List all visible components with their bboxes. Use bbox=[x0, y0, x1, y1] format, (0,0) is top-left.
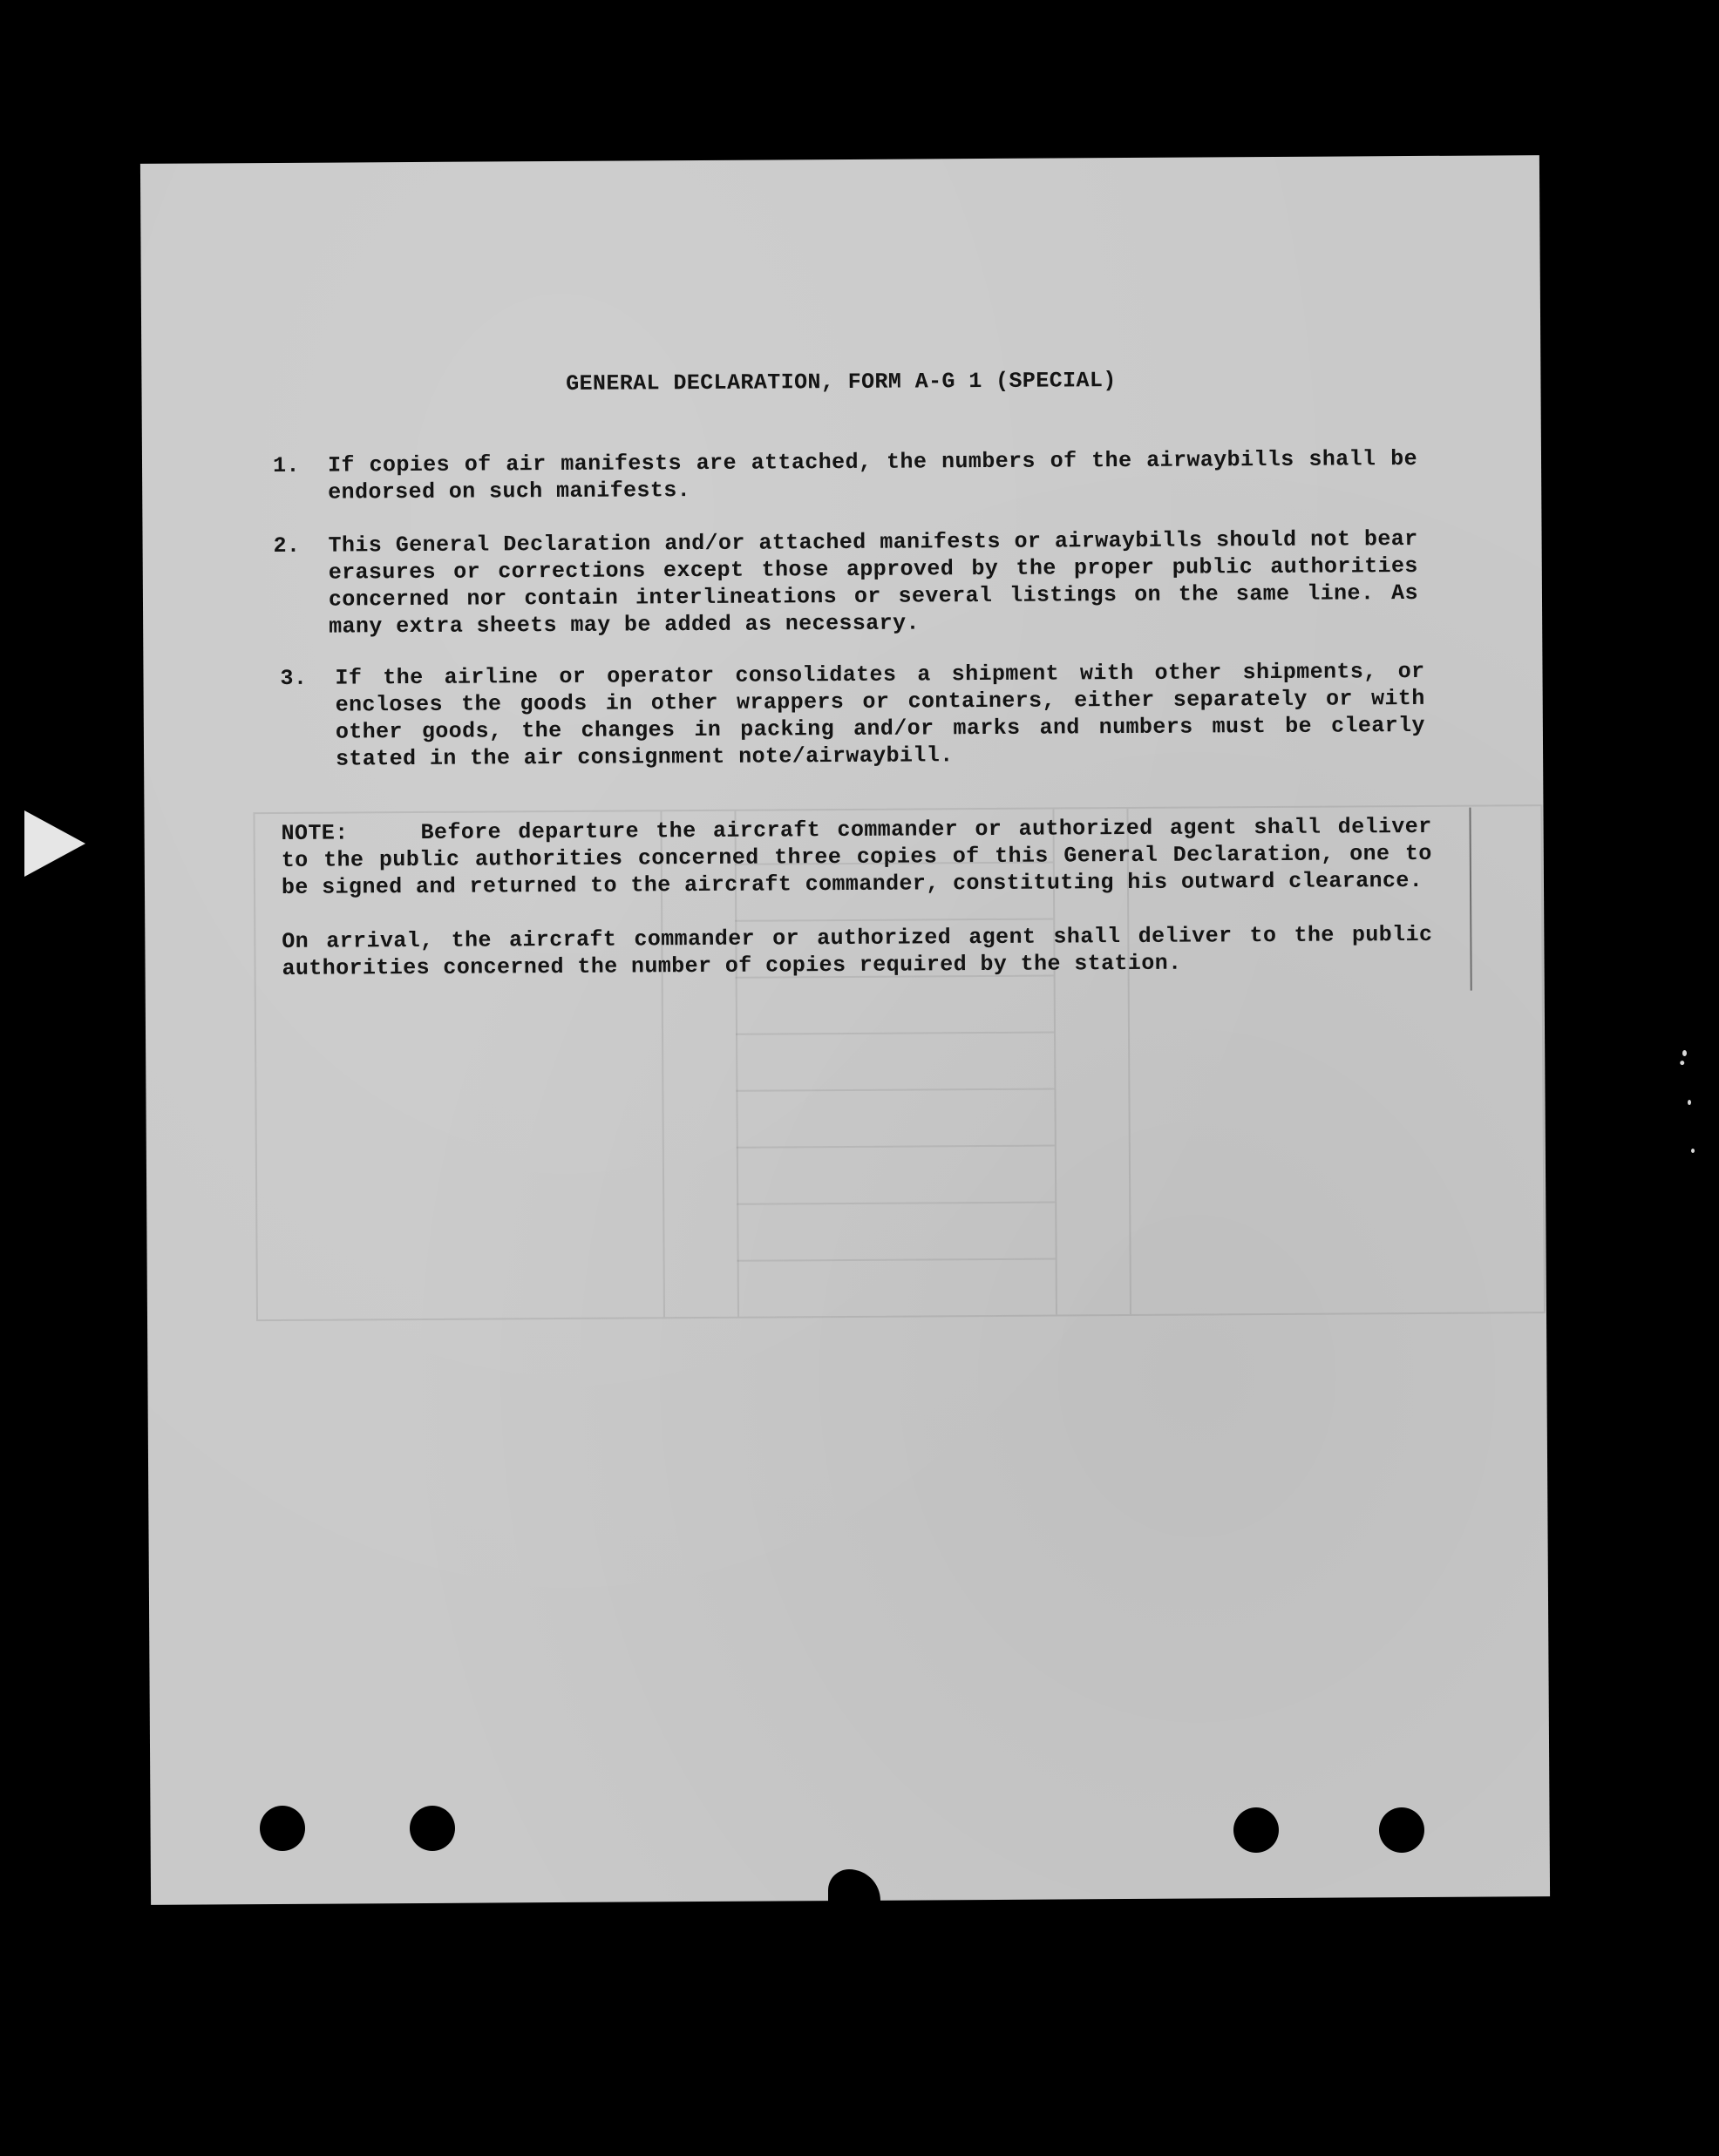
note-paragraph bbox=[282, 813, 1433, 901]
dust-speck bbox=[1688, 1100, 1691, 1105]
dust-speck bbox=[1680, 1061, 1684, 1065]
item-text: If copies of air manifests are attached, the numbers of the airwaybills shall be endorsed on such manifests. bbox=[327, 445, 1418, 505]
dust-speck bbox=[1691, 1149, 1695, 1153]
arrival-paragraph: On arrival, the aircraft commander or authorized agent shall deliver to the public authorities concerned the number of copies required by the station. bbox=[282, 921, 1433, 981]
page-title: GENERAL DECLARATION, FORM A-G 1 (SPECIAL) bbox=[566, 368, 1117, 397]
punch-hole bbox=[1233, 1807, 1279, 1853]
list-item bbox=[273, 525, 1419, 640]
item-number: 2. bbox=[273, 532, 301, 559]
list-item bbox=[280, 658, 1425, 772]
note-section bbox=[282, 813, 1433, 982]
note-label: NOTE: bbox=[281, 820, 349, 846]
punch-hole bbox=[1379, 1807, 1424, 1853]
punch-hole bbox=[260, 1806, 305, 1851]
item-number: 3. bbox=[280, 665, 308, 691]
item-text: This General Declaration and/or attached manifests or airwaybills should not bear erasures or corrections except those approved by the proper public authorities concerned nor contain interlineations or several listings on the same line. As many extra sheets may be added as necessary. bbox=[328, 525, 1419, 640]
list-item bbox=[272, 445, 1418, 505]
note-text: Before departure the aircraft commander or authorized agent shall deliver to the public authorities concerned three copies of this General Declaration, one to be signed and returned to the aircraft commander, constituting his outward clearance. bbox=[281, 813, 1432, 900]
page-tab-marker bbox=[24, 810, 85, 877]
document-page bbox=[140, 155, 1550, 1905]
document-body bbox=[140, 155, 1539, 981]
item-number: 1. bbox=[272, 452, 300, 478]
item-text: If the airline or operator consolidates a shipment with other shipments, or encloses the goods in other wrappers or containers, either separately or with other goods, the changes in packing and/or marks and numbers must be clearly stated in the air consignment note/airwaybill. bbox=[335, 658, 1425, 772]
dust-speck bbox=[1682, 1050, 1687, 1056]
punch-hole bbox=[410, 1806, 455, 1851]
